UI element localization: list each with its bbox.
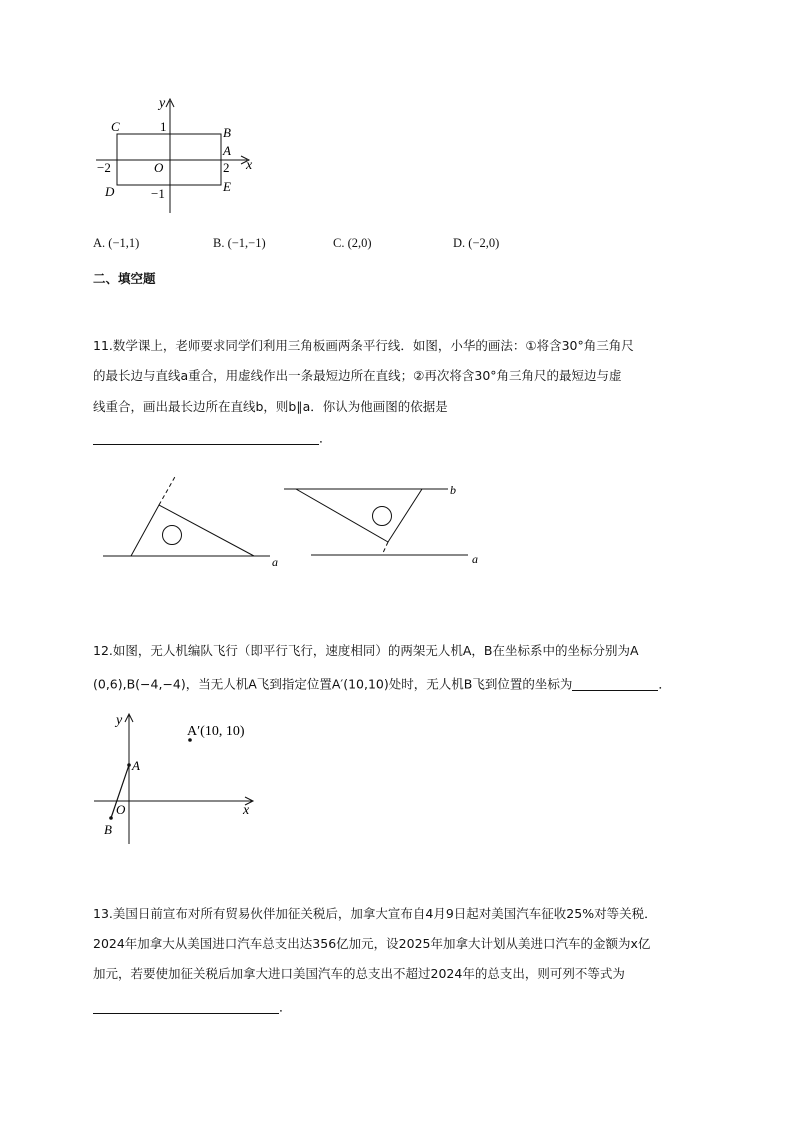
q12-figure bbox=[90, 710, 270, 850]
origin-label: O bbox=[116, 802, 126, 817]
tick-label-2: 2 bbox=[223, 160, 230, 175]
option-c: C. (2,0) bbox=[333, 236, 372, 250]
point-a-label: A bbox=[223, 143, 231, 158]
point-a-label: A bbox=[132, 758, 140, 773]
tick-label-neg1: −1 bbox=[151, 186, 165, 201]
point-b-label: B bbox=[223, 125, 231, 140]
point-d-label: D bbox=[105, 184, 115, 199]
q13-answer bbox=[93, 999, 292, 1014]
option-b: B. (−1,−1) bbox=[213, 236, 266, 250]
tick-label-neg2: −2 bbox=[97, 160, 111, 175]
q12-line-1: 12.如图，无人机编队飞行（即平行飞行，速度相同）的两架无人机A，B在坐标系中的坐标分别为A bbox=[93, 643, 639, 658]
q11-figure bbox=[100, 475, 490, 575]
x-axis-label: x bbox=[246, 158, 253, 173]
x-axis-label: x bbox=[243, 803, 250, 818]
q11-line-2: 的最长边与直线a重合，用虚线作出一条最短边所在直线；②再次将含30°角三角尺的最短边与虚 bbox=[93, 368, 622, 383]
q10-figure bbox=[90, 95, 270, 220]
q12-line-2-text: (0,6),B(−4,−4)，当无人机A飞到指定位置A′(10,10)处时，无人机B飞到位置的坐标为 bbox=[93, 676, 573, 692]
q11-line-1: 11.数学课上，老师要求同学们利用三角板画两条平行线．如图，小华的画法：①将含30°角三角尺 bbox=[93, 338, 634, 353]
point-c-label: C bbox=[111, 119, 120, 134]
y-axis-label: y bbox=[159, 96, 166, 111]
dashed-line-left bbox=[159, 475, 176, 505]
section-title: 二、填空题 bbox=[93, 271, 156, 286]
triangle-ruler-left bbox=[131, 505, 254, 556]
label-a-left: a bbox=[272, 555, 278, 569]
ruler-hole-left bbox=[163, 526, 182, 545]
option-d: D. (−2,0) bbox=[453, 236, 500, 250]
point-a-prime-label: A′(10, 10) bbox=[187, 724, 245, 739]
label-b: b bbox=[450, 483, 456, 497]
q12-line-2 bbox=[93, 676, 671, 691]
point-a bbox=[127, 763, 131, 767]
y-axis-label: y bbox=[116, 713, 123, 728]
q12-answer-blank[interactable] bbox=[572, 676, 658, 691]
q13-end-mark: ． bbox=[279, 999, 292, 1015]
tick-label-1: 1 bbox=[160, 119, 167, 134]
ruler-hole-right bbox=[373, 507, 392, 526]
point-e-label: E bbox=[223, 179, 231, 194]
q11-answer-blank[interactable] bbox=[93, 430, 319, 445]
origin-label: O bbox=[154, 160, 164, 175]
q13-answer-blank[interactable] bbox=[93, 999, 279, 1014]
q11-line-3: 线重合，画出最长边所在直线b，则b∥a．你认为他画图的依据是 bbox=[93, 399, 448, 414]
q13-line-1: 13.美国日前宣布对所有贸易伙伴加征关税后，加拿大宣布自4月9日起对美国汽车征收25%对等关税． bbox=[93, 906, 657, 921]
q13-line-3: 加元，若要使加征关税后加拿大进口美国汽车的总支出不超过2024年的总支出，则可列不等式为 bbox=[93, 966, 625, 981]
label-a-right: a bbox=[472, 552, 478, 566]
q11-answer bbox=[93, 430, 332, 445]
option-a: A. (−1,1) bbox=[93, 236, 140, 250]
triangle-ruler-right bbox=[296, 489, 422, 542]
point-b bbox=[109, 816, 113, 820]
dashed-line-right bbox=[382, 542, 388, 555]
q11-end-mark: ． bbox=[319, 430, 332, 446]
q13-line-2: 2024年加拿大从美国进口汽车总支出达356亿加元，设2025年加拿大计划从美进口汽车的金额为x亿 bbox=[93, 936, 651, 951]
point-b-label: B bbox=[104, 822, 112, 837]
q12-end-mark: ． bbox=[658, 676, 671, 692]
